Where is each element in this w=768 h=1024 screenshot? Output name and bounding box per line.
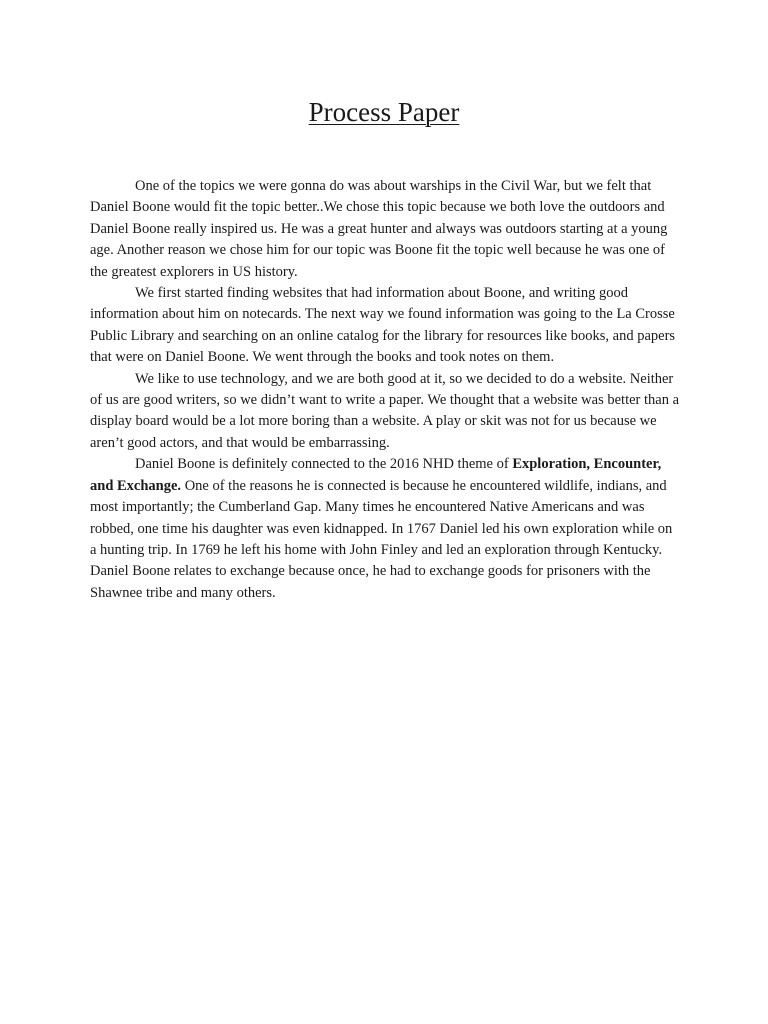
page-title: Process Paper (308, 97, 460, 127)
paragraph-research: We first started finding websites that had information about Boone, and writing good information about him on notecards. The next way we found information was going to the La Crosse Public Library and searching on an online catalog for the library for resources like books, and papers that were on Daniel Boone. We went through the books and took notes on them. (90, 285, 676, 366)
theme-name-bold: Exploration, Encounter, and Exchange. (90, 456, 662, 494)
theme-text-before: Daniel Boone is definitely connected to the 2016 NHD theme of (135, 456, 513, 473)
paragraph-category-choice: We like to use technology, and we are both good at it, so we decided to do a website. Neither of us are good writers, so we didn’t want to write a paper. We thought that a website was better than a display board would be a lot more boring than a website. A play or skit was not for us because we aren’t good actors, and that would be embarrassing. (90, 370, 680, 451)
document-body (90, 176, 682, 604)
theme-text-after: One of the reasons he is connected is because he encountered wildlife, indians, and most importantly; the Cumberland Gap. Many times he encountered Native Americans and was robbed, one time his daughter was even kidnapped. In 1767 Daniel led his own exploration while on a hunting trip. In 1769 he left his home with John Finley and led an exploration through Kentucky. Daniel Boone relates to exchange because once, he had to exchange goods for prisoners with the Shawnee tribe and many others. (90, 477, 673, 601)
paragraph-theme-connection (90, 454, 682, 604)
paragraph-topic-choice: One of the topics we were gonna do was about warships in the Civil War, but we felt that Daniel Boone would fit the topic better..We chose this topic because we both love the outdoors and Daniel Boone really inspired us. He was a great hunter and always was outdoors starting at a young age. Another reason we chose him for our topic was Boone fit the topic well because he was one of the greatest explorers in US history. (90, 178, 668, 280)
